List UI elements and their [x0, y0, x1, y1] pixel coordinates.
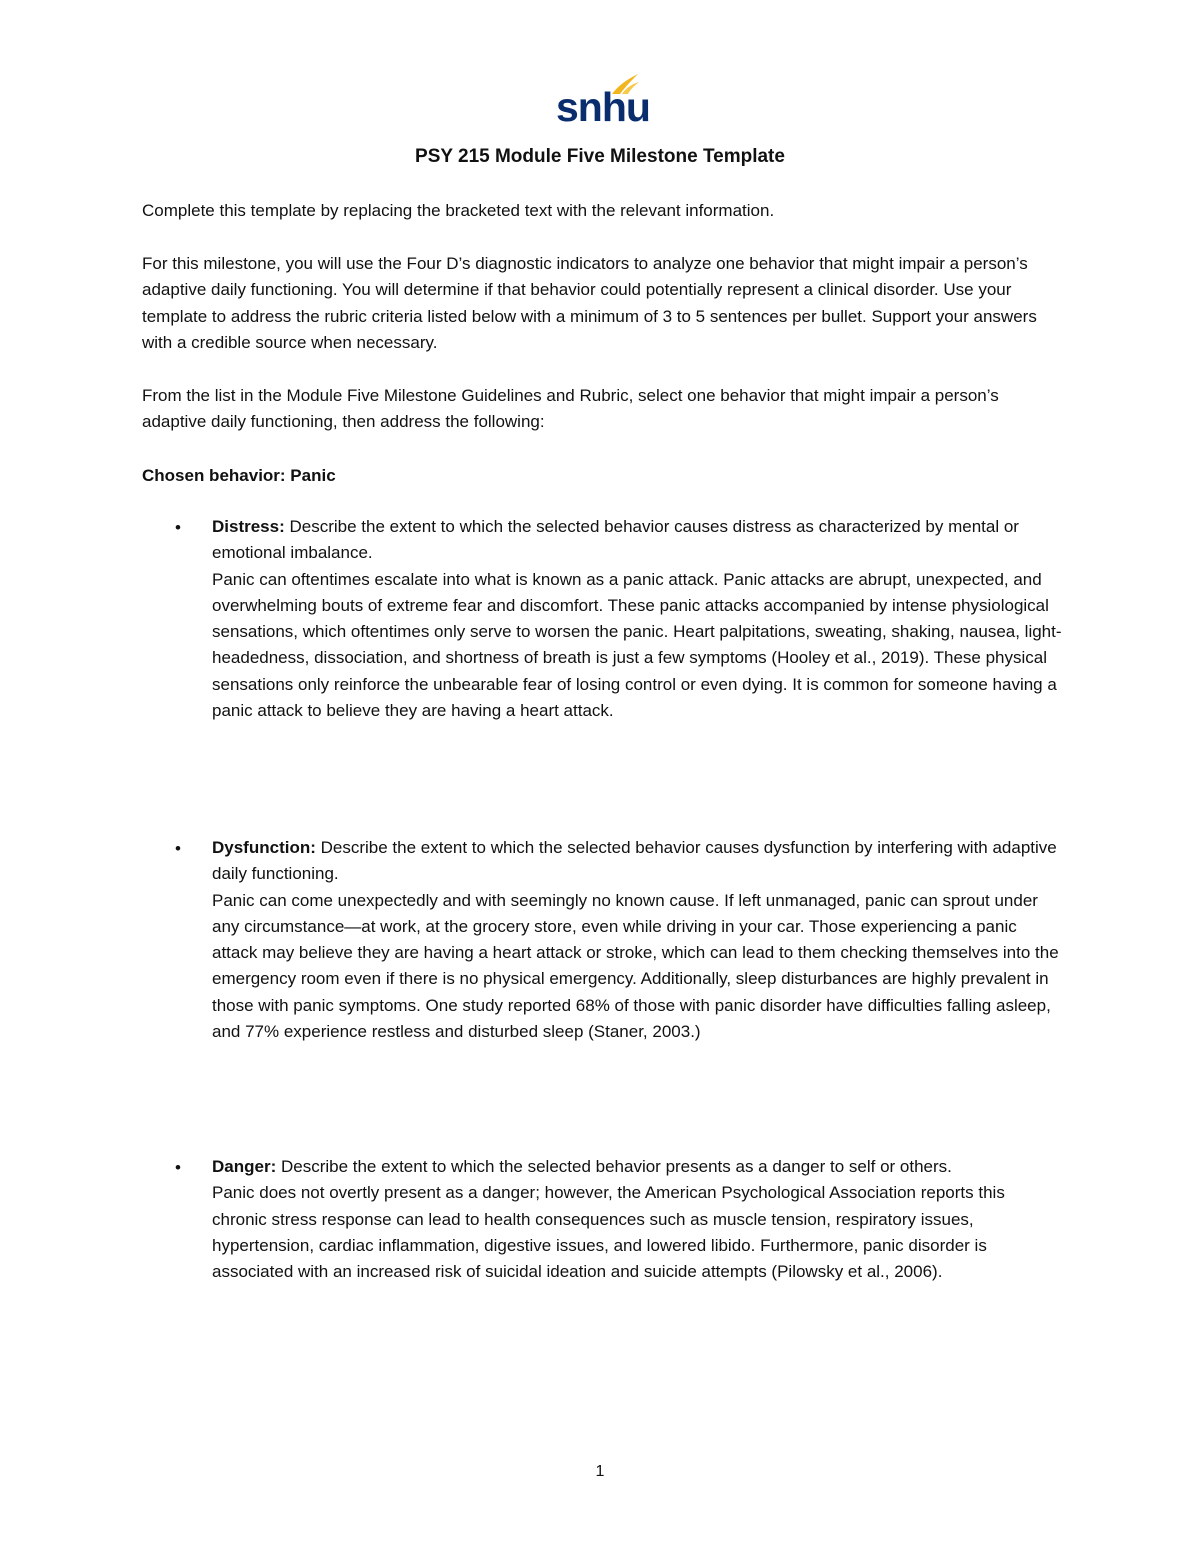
logo-wordmark: snhu: [556, 84, 650, 130]
bullet-label: Distress:: [212, 517, 285, 536]
bullet-prompt: [212, 1154, 1062, 1180]
snhu-logo: [556, 72, 650, 132]
bullet-body: [212, 835, 1062, 1045]
chosen-behavior-heading: Chosen behavior: Panic: [142, 466, 336, 485]
page-number: 1: [595, 1463, 605, 1480]
bullet-prompt-text: Describe the extent to which the selected behavior presents as a danger to self or others.: [276, 1157, 952, 1176]
intro-paragraph: Complete this template by replacing the bracketed text with the relevant information.: [142, 201, 775, 220]
document-title: PSY 215 Module Five Milestone Template: [415, 146, 785, 167]
bullet-icon: •: [175, 518, 181, 537]
bullet-body: [212, 1154, 1062, 1285]
bullet-prompt-text: Describe the extent to which the selected behavior causes dysfunction by interfering with adaptive daily functioning.: [212, 838, 1057, 884]
bullet-label: Dysfunction:: [212, 838, 316, 857]
bullet-label: Danger:: [212, 1157, 277, 1176]
bullet-answer: Panic can oftentimes escalate into what is known as a panic attack. Panic attacks are abrupt, unexpected, and overwhelming bouts of extreme fear and discomfort. These panic attacks accompanied by intense physiological sensations, which oftentimes only serve to worsen the panic. Heart palpitations, sweating, shaking, nausea, light-headedness, dissociation, and shortness of breath is just a few symptoms (Hooley et al., 2019). These physical sensations only reinforce the unbearable fear of losing control or even dying. It is common for someone having a panic attack to believe they are having a heart attack.: [212, 569, 1062, 721]
bullet-icon: •: [175, 1158, 181, 1177]
bullet-answer: Panic does not overtly present as a danger; however, the American Psychological Association reports this chronic stress response can lead to health consequences such as muscle tension, respiratory issues, hypertension, cardiac inflammation, digestive issues, and lowered libido. Furthermore, panic disorder is associated with an increased risk of suicidal ideation and suicide attempts (Pilowsky et al., 2006).: [212, 1183, 1005, 1282]
bullet-prompt: [212, 514, 1062, 567]
bullet-icon: •: [175, 839, 181, 858]
bullet-answer: Panic can come unexpectedly and with seemingly no known cause. If left unmanaged, panic can sprout under any circumstance—at work, at the grocery store, even while driving in your car. Those experiencing a panic attack may believe they are having a heart attack or stroke, which can lead to them checking themselves into the emergency room even if there is no physical emergency. Additionally, sleep disturbances are highly prevalent in those with panic symptoms. One study reported 68% of those with panic disorder have difficulties falling asleep, and 77% experience restless and disturbed sleep (Staner, 2003.): [212, 890, 1059, 1042]
bullet-prompt: [212, 835, 1062, 888]
selection-prompt-paragraph: From the list in the Module Five Milestone Guidelines and Rubric, select one behavior that might impair a person’s adaptive daily functioning, then address the following:: [142, 386, 999, 432]
instructions-paragraph: For this milestone, you will use the Four D’s diagnostic indicators to analyze one behavior that might impair a person’s adaptive daily functioning. You will determine if that behavior could potentially represent a clinical disorder. Use your template to address the rubric criteria listed below with a minimum of 3 to 5 sentences per bullet. Support your answers with a credible source when necessary.: [142, 254, 1037, 352]
bullet-prompt-text: Describe the extent to which the selected behavior causes distress as characterized by mental or emotional imbalance.: [212, 517, 1019, 563]
bullet-body: [212, 514, 1062, 724]
